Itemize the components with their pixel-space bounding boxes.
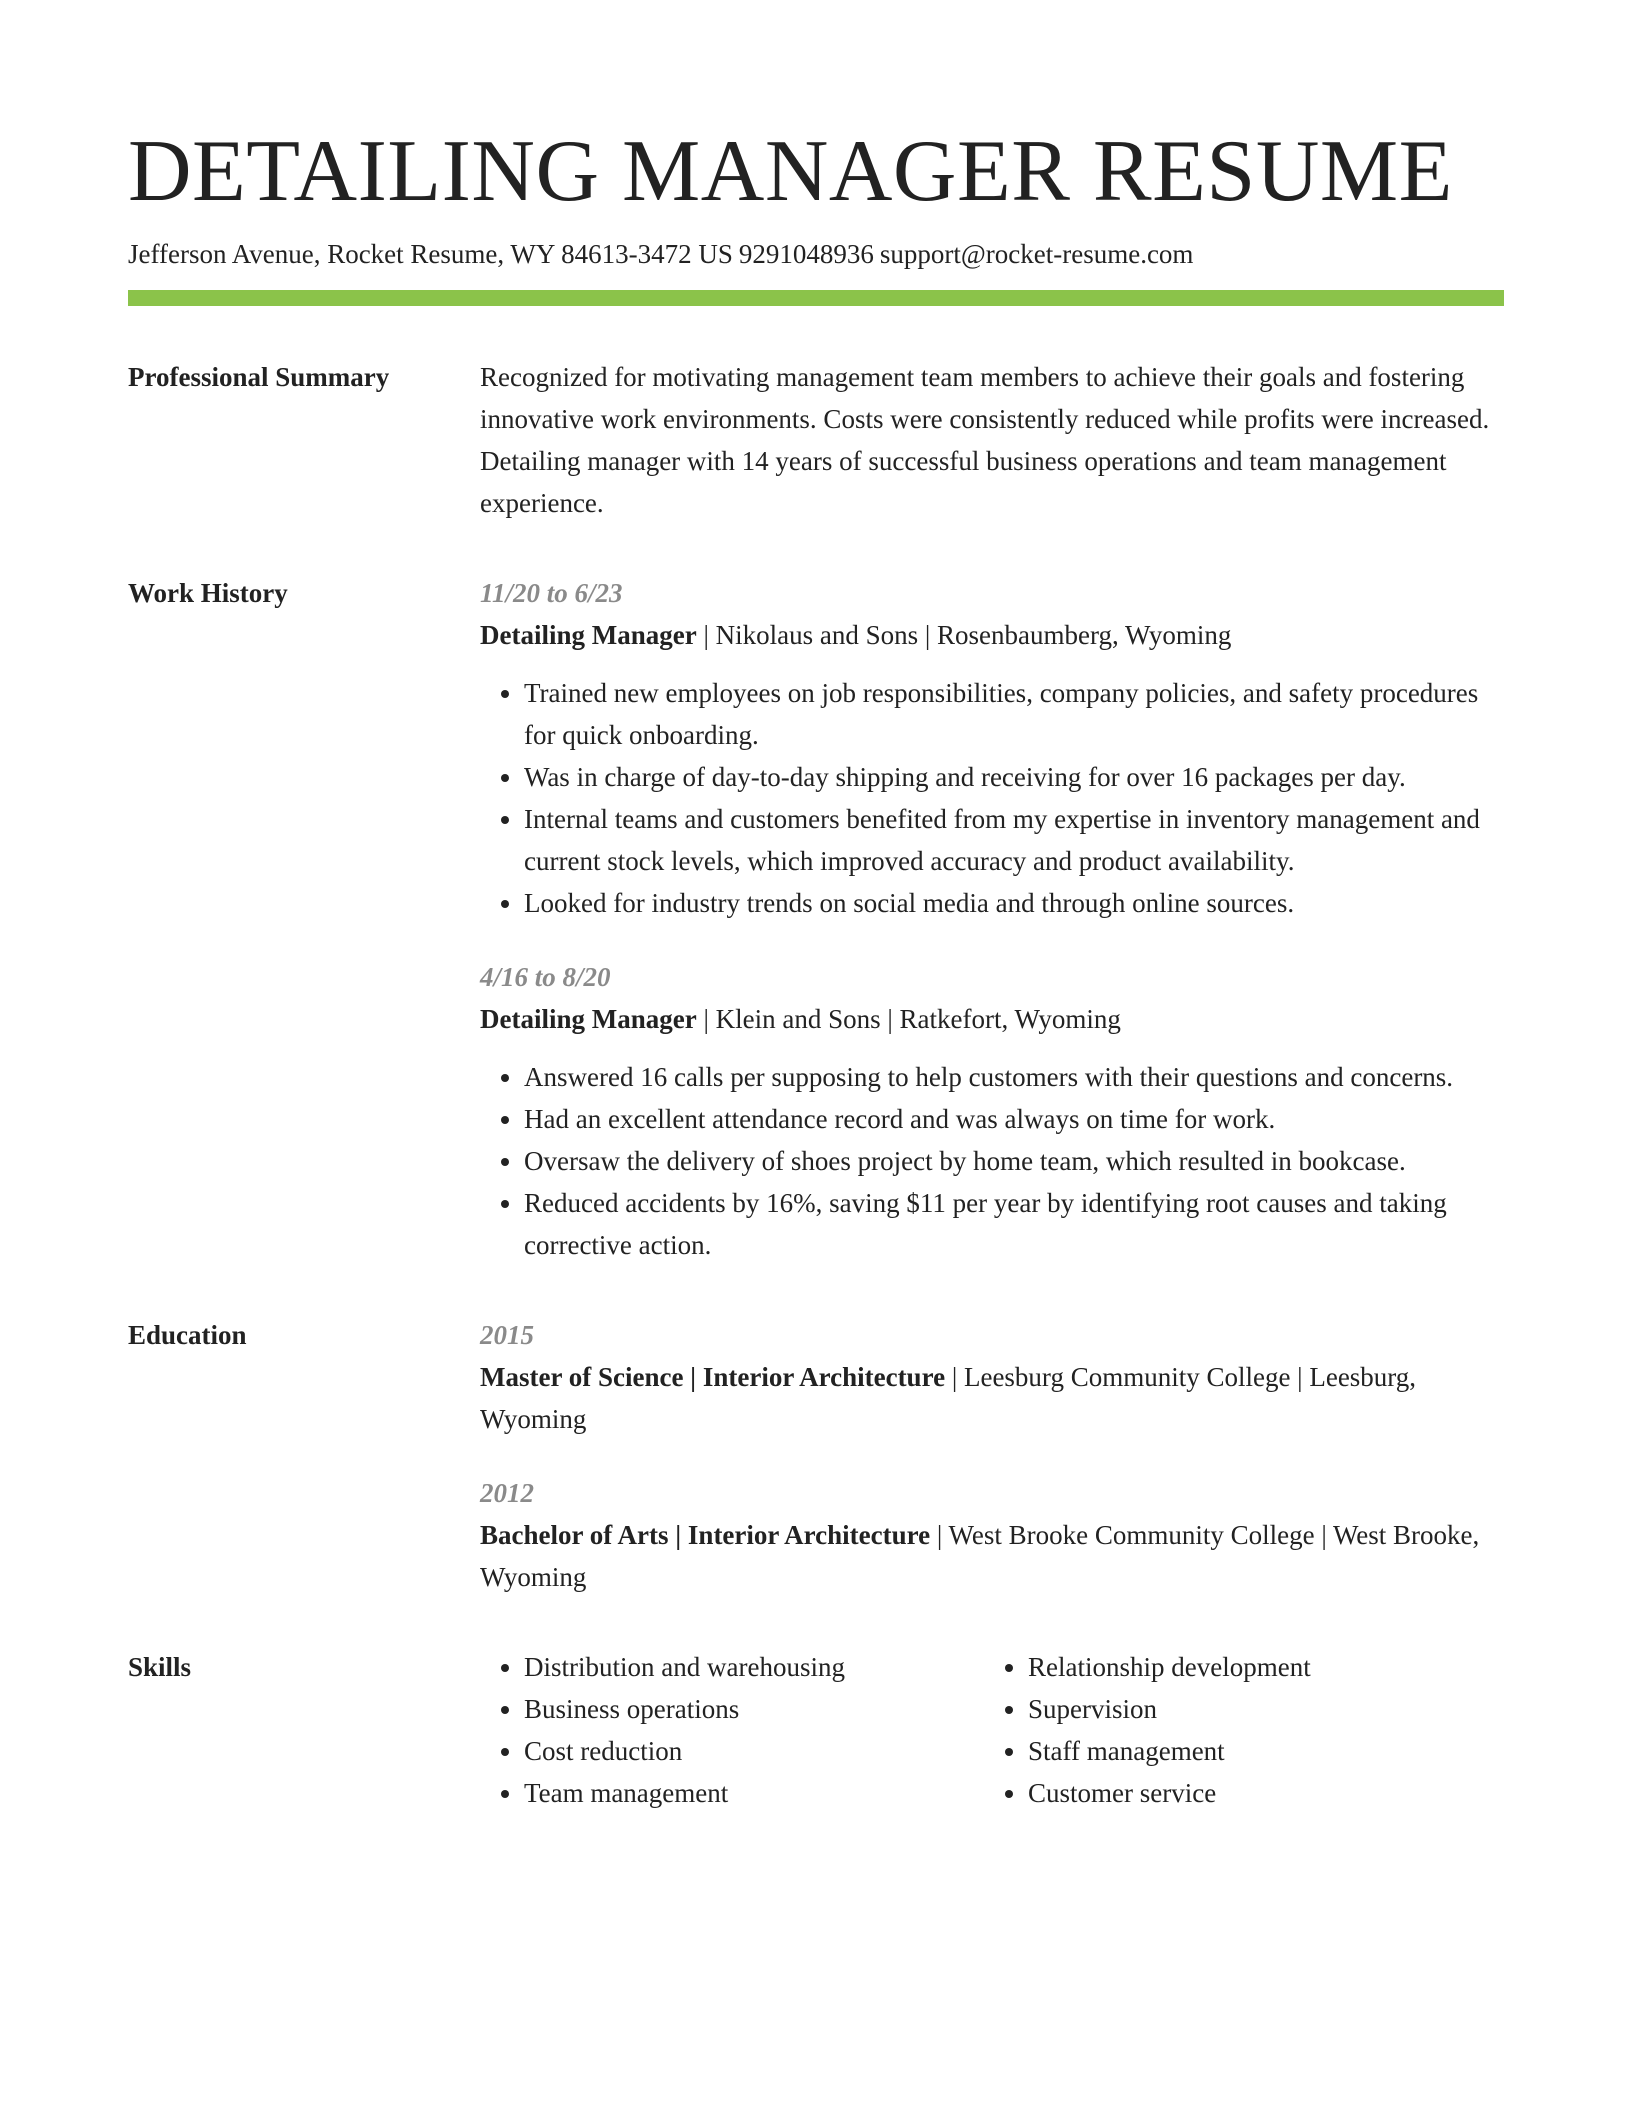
section-education [128, 1314, 1504, 1598]
section-skills [128, 1646, 1504, 1814]
job-entry [480, 956, 1504, 1266]
education-body [480, 1314, 1504, 1598]
skills-columns [480, 1646, 1504, 1814]
education-details: | West Brooke Community College | West Brooke, Wyoming [480, 1520, 1480, 1592]
header-divider [128, 290, 1504, 306]
education-degree: Master of Science | Interior Architecture [480, 1362, 946, 1392]
job-role-line [480, 614, 1504, 656]
skill-item: • Staff management [1028, 1730, 1488, 1772]
job-title: Detailing Manager [480, 1004, 697, 1034]
job-dates: 11/20 to 6/23 [480, 578, 623, 608]
contact-address: Jefferson Avenue, Rocket Resume, WY 84613-3472 US [128, 239, 733, 269]
education-year: 2015 [480, 1320, 534, 1350]
education-entry [480, 1472, 1504, 1598]
section-label-work: Work History [128, 578, 288, 608]
education-entry [480, 1314, 1504, 1440]
job-details: | Nikolaus and Sons | Rosenbaumberg, Wyoming [696, 620, 1232, 650]
section-label-skills: Skills [128, 1652, 192, 1682]
skill-item: • Customer service [1028, 1772, 1488, 1814]
job-bullet: • Was in charge of day-to-day shipping and receiving for over 16 packages per day. [524, 756, 1504, 798]
job-dates: 4/16 to 8/20 [480, 962, 611, 992]
job-bullet: • Internal teams and customers benefited from my expertise in inventory management and current stock levels, which improved accuracy and product availability. [524, 798, 1504, 882]
contact-email: support@rocket-resume.com [879, 239, 1194, 269]
job-bullet: • Answered 16 calls per supposing to help customers with their questions and concerns. [524, 1056, 1504, 1098]
job-bullet: • Reduced accidents by 16%, saving $11 per year by identifying root causes and taking corrective action. [524, 1182, 1504, 1266]
resume-title: DETAILING MANAGER RESUME [128, 123, 1453, 220]
job-title: Detailing Manager [480, 620, 697, 650]
skills-body [480, 1646, 1504, 1814]
contact-phone: 9291048936 [738, 239, 874, 269]
job-bullet: • Had an excellent attendance record and was always on time for work. [524, 1098, 1504, 1140]
job-details: | Klein and Sons | Ratkefort, Wyoming [696, 1004, 1121, 1034]
section-label-summary: Professional Summary [128, 362, 390, 392]
skills-column-2 [984, 1646, 1488, 1814]
resume-page [128, 118, 1504, 1814]
skill-item: • Business operations [524, 1688, 984, 1730]
education-details: | Leesburg Community College | Leesburg, Wyoming [480, 1362, 1417, 1434]
skill-item: • Distribution and warehousing [524, 1646, 984, 1688]
education-year: 2012 [480, 1478, 534, 1508]
section-work-history [128, 572, 1504, 1266]
job-bullet: • Oversaw the delivery of shoes project by home team, which resulted in bookcase. [524, 1140, 1504, 1182]
contact-line [128, 236, 1504, 272]
job-bullets [480, 1056, 1504, 1266]
section-label-education: Education [128, 1320, 247, 1350]
skill-item: • Supervision [1028, 1688, 1488, 1730]
education-line [480, 1514, 1504, 1598]
summary-text: Recognized for motivating management team members to achieve their goals and fostering innovative work environments. Costs were consistently reduced while profits were increased. Detailing manager with 14 years of successful business operations and team management experience. [480, 362, 1490, 518]
job-bullets [480, 672, 1504, 924]
skills-column-1 [480, 1646, 984, 1814]
job-role-line [480, 998, 1504, 1040]
education-degree: Bachelor of Arts | Interior Architecture [480, 1520, 931, 1550]
skill-item: • Relationship development [1028, 1646, 1488, 1688]
skill-item: • Team management [524, 1772, 984, 1814]
work-body [480, 572, 1504, 1266]
job-bullet: • Trained new employees on job responsibilities, company policies, and safety procedures for quick onboarding. [524, 672, 1504, 756]
summary-body [480, 356, 1504, 524]
skill-item: • Cost reduction [524, 1730, 984, 1772]
job-entry [480, 572, 1504, 924]
section-professional-summary [128, 356, 1504, 524]
job-bullet: • Looked for industry trends on social media and through online sources. [524, 882, 1504, 924]
education-line [480, 1356, 1504, 1440]
